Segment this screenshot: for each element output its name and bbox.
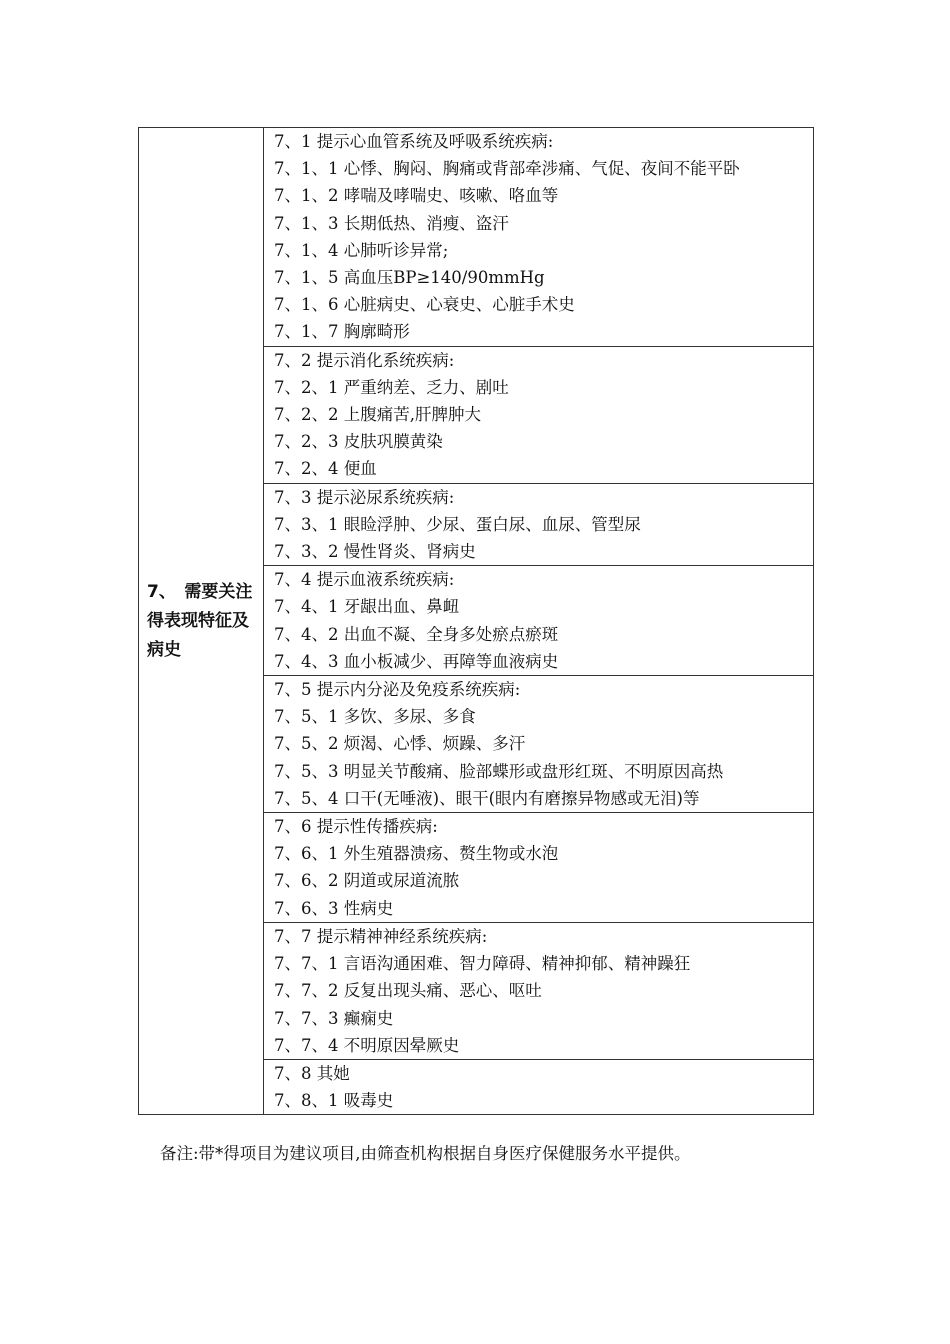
list-item: 7、7、1 言语沟通困难、智力障碍、精神抑郁、精神躁狂 [274, 954, 691, 974]
group-heading: 7、4 提示血液系统疾病: [274, 570, 455, 590]
list-item: 7、8、1 吸毒史 [274, 1091, 394, 1111]
group-heading: 7、7 提示精神神经系统疾病: [274, 926, 488, 946]
list-item: 7、2、3 皮肤巩膜黄染 [274, 432, 443, 452]
group-heading: 7、1 提示心血管系统及呼吸系统疾病: [274, 132, 554, 151]
group-cell [264, 128, 814, 347]
list-item: 7、5、3 明显关节酸痛、脸部蝶形或盘形红斑、不明原因高热 [274, 761, 724, 781]
list-item: 7、6、3 性病史 [274, 898, 394, 918]
list-item: 7、6、1 外生殖器溃疡、赘生物或水泡 [274, 844, 559, 864]
group-heading: 7、8 其她 [274, 1063, 350, 1083]
list-item: 7、6、2 阴道或尿道流脓 [274, 871, 460, 891]
list-item: 7、1、7 胸廓畸形 [274, 322, 410, 342]
group-cell [264, 566, 814, 676]
list-item: 7、3、2 慢性肾炎、肾病史 [274, 542, 476, 562]
list-item: 7、7、3 癫痫史 [274, 1008, 394, 1028]
list-item: 7、5、1 多饮、多尿、多食 [274, 707, 476, 727]
list-item: 7、1、5 高血压BP≥140/90mmHg [274, 268, 545, 288]
list-item: 7、5、2 烦渴、心悸、烦躁、多汗 [274, 734, 526, 754]
section-title: 7、 需要关注得表现特征及病史 [147, 581, 253, 660]
group-cell [264, 483, 814, 566]
list-item: 7、1、2 哮喘及哮喘史、咳嗽、咯血等 [274, 186, 559, 206]
group-cell [264, 813, 814, 923]
footnote: 备注:带*得项目为建议项目,由筛查机构根据自身医疗保健服务水平提供。 [160, 1144, 691, 1163]
list-item: 7、7、2 反复出现头痛、恶心、呕吐 [274, 981, 542, 1001]
list-item: 7、2、2 上腹痛苦,肝脾肿大 [274, 405, 481, 425]
list-item: 7、2、4 便血 [274, 459, 377, 479]
list-item: 7、7、4 不明原因晕厥史 [274, 1035, 460, 1055]
screening-table [138, 127, 814, 1115]
list-item: 7、1、3 长期低热、消瘦、盗汗 [274, 213, 509, 233]
list-item: 7、1、6 心脏病史、心衰史、心脏手术史 [274, 295, 575, 315]
group-cell [264, 676, 814, 813]
group-heading: 7、6 提示性传播疾病: [274, 817, 438, 837]
group-heading: 7、2 提示消化系统疾病: [274, 350, 455, 370]
list-item: 7、4、1 牙龈出血、鼻衄 [274, 597, 460, 617]
list-item: 7、1、1 心悸、胸闷、胸痛或背部牵涉痛、气促、夜间不能平卧 [274, 159, 740, 179]
group-heading: 7、5 提示内分泌及免疫系统疾病: [274, 680, 521, 700]
list-item: 7、1、4 心肺听诊异常; [274, 240, 449, 260]
group-row [139, 128, 814, 347]
group-heading: 7、3 提示泌尿系统疾病: [274, 487, 455, 507]
list-item: 7、5、4 口干(无唾液)、眼干(眼内有磨擦异物感或无泪)等 [274, 788, 700, 808]
list-item: 7、2、1 严重纳差、乏力、剧吐 [274, 377, 509, 397]
list-item: 7、3、1 眼睑浮肿、少尿、蛋白尿、血尿、管型尿 [274, 514, 641, 534]
group-cell [264, 1059, 814, 1114]
group-cell [264, 922, 814, 1059]
table-body [139, 128, 814, 1115]
list-item: 7、4、2 出血不凝、全身多处瘀点瘀斑 [274, 624, 559, 644]
section-title-cell [139, 128, 264, 1115]
list-item: 7、4、3 血小板减少、再障等血液病史 [274, 651, 559, 671]
group-cell [264, 346, 814, 483]
